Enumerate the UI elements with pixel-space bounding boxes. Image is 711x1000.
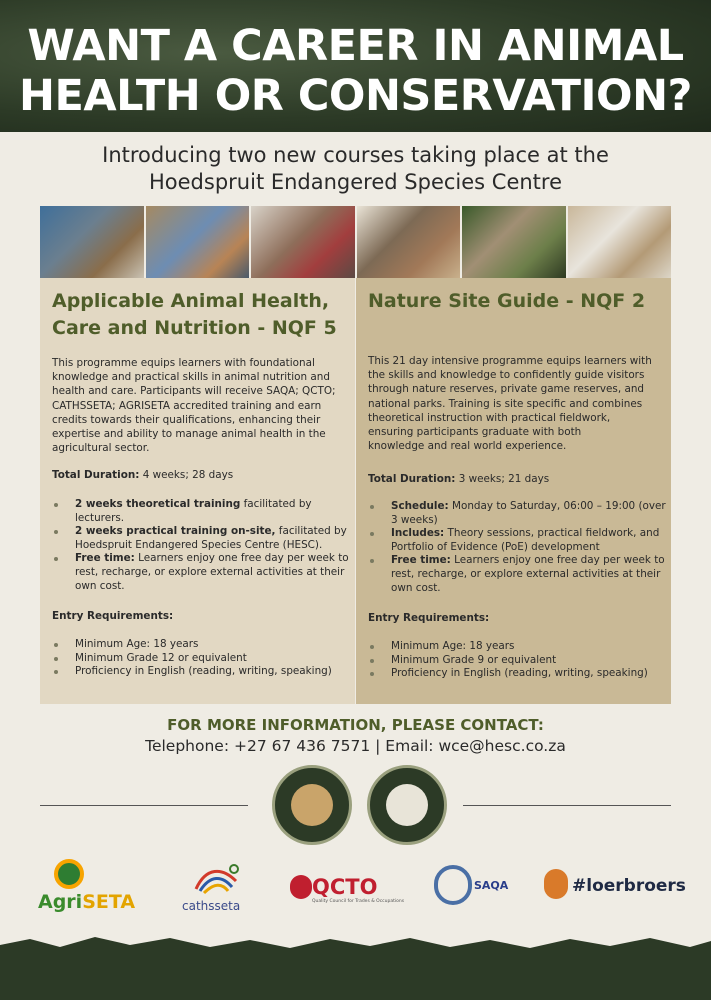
- loerbroers-logo: #loerbroers: [544, 855, 674, 915]
- list-item: 2 weeks practical training on-site, facilitated by Hoedspruit Endangered Species Centre (HESC).: [52, 525, 350, 552]
- list-item: Minimum Grade 12 or equivalent: [52, 652, 350, 666]
- cheetah-icon: [291, 784, 333, 826]
- list-item: 2 weeks theoretical training facilitated by lecturers.: [52, 498, 350, 525]
- sun-icon: [54, 859, 84, 889]
- saqa-logo: SAQA: [434, 855, 524, 915]
- header-banner: [0, 0, 711, 132]
- course-description: This 21 day intensive programme equips learners with the skills and knowledge to confidently guide visitors through nature reserves, private game reserves, and national parks. Training is site specific and combines theoretical instruction with practical fieldwork, ensuring participants graduate with both knowledge and real world experience.: [368, 355, 652, 453]
- rhino-icon: [386, 784, 428, 826]
- course-bullets: [368, 500, 666, 595]
- requirements-heading: Entry Requirements:: [52, 610, 174, 622]
- intro-line1: Introducing two new courses taking place at the: [102, 143, 609, 167]
- list-item: Proficiency in English (reading, writing, speaking): [52, 665, 350, 679]
- requirements-list: [52, 638, 350, 679]
- divider-right: [463, 805, 671, 806]
- footer-torn-edge: [0, 935, 711, 1000]
- course-panel-animal-health: [40, 278, 355, 704]
- course-description: This programme equips learners with foundational knowledge and practical skills in animal nutrition and health and care. Participants will receive SAQA; QCTO; CATHSSETA; AGRISETA accredited training and earn credits towards their qualifications, enhancing their expertise and ability to manage animal health in the agricultural sector.: [52, 357, 336, 455]
- photo-learners-group: [462, 206, 566, 278]
- photo-animal-treatment: [146, 206, 250, 278]
- requirements-heading: Entry Requirements:: [368, 612, 490, 624]
- mascot-icon: [544, 869, 568, 899]
- course-bullets: [52, 498, 350, 593]
- list-item: Minimum Age: 18 years: [52, 638, 350, 652]
- main-title-line2: HEALTH OR CONSERVATION?: [18, 71, 692, 121]
- requirements-list: [368, 640, 666, 681]
- course-title-line1: Nature Site Guide - NQF 2: [368, 290, 646, 312]
- qcto-logo: QCTO Quality Council for Trades & Occupations: [290, 855, 410, 915]
- wildlife-conservation-trust-logo: [367, 765, 447, 845]
- qcto-mark-icon: [290, 875, 312, 899]
- course-duration: Total Duration: 3 weeks; 21 days: [368, 473, 550, 485]
- list-item: Includes: Theory sessions, practical fieldwork, and Portfolio of Evidence (PoE) development: [368, 527, 666, 554]
- divider-left: [40, 805, 248, 806]
- contact-heading: FOR MORE INFORMATION, PLEASE CONTACT:: [167, 716, 544, 734]
- list-item: Schedule: Monday to Saturday, 06:00 – 19:00 (over 3 weeks): [368, 500, 666, 527]
- list-item: Minimum Age: 18 years: [368, 640, 666, 654]
- saqa-q-icon: [434, 865, 472, 905]
- agriseta-logo: AgriSETA: [38, 855, 156, 915]
- list-item: Proficiency in English (reading, writing, speaking): [368, 667, 666, 681]
- photo-strip: [40, 206, 671, 278]
- hesc-badge-logo: [272, 765, 352, 845]
- list-item: Free time: Learners enjoy one free day per week to rest, recharge, or explore external activities at their own cost.: [368, 554, 666, 595]
- photo-cheetah-care: [40, 206, 144, 278]
- course-title-line1: Applicable Animal Health,: [52, 290, 330, 312]
- photo-food-preparation: [251, 206, 355, 278]
- course-panel-nature-guide: [356, 278, 671, 704]
- main-title-line1: WANT A CAREER IN ANIMAL: [27, 21, 684, 71]
- list-item: Free time: Learners enjoy one free day per week to rest, recharge, or explore external activities at their own cost.: [52, 552, 350, 593]
- contact-details: Telephone: +27 67 436 7571 | Email: wce@hesc.co.za: [145, 737, 566, 755]
- intro-line2: Hoedspruit Endangered Species Centre: [149, 170, 562, 194]
- course-title-line2: Care and Nutrition - NQF 5: [52, 317, 337, 339]
- course-duration: Total Duration: 4 weeks; 28 days: [52, 469, 234, 481]
- cathsseta-logo: cathsseta: [178, 855, 258, 915]
- list-item: Minimum Grade 9 or equivalent: [368, 654, 666, 668]
- photo-animal-track: [568, 206, 672, 278]
- photo-field-study: [357, 206, 461, 278]
- swirl-icon: [192, 861, 242, 895]
